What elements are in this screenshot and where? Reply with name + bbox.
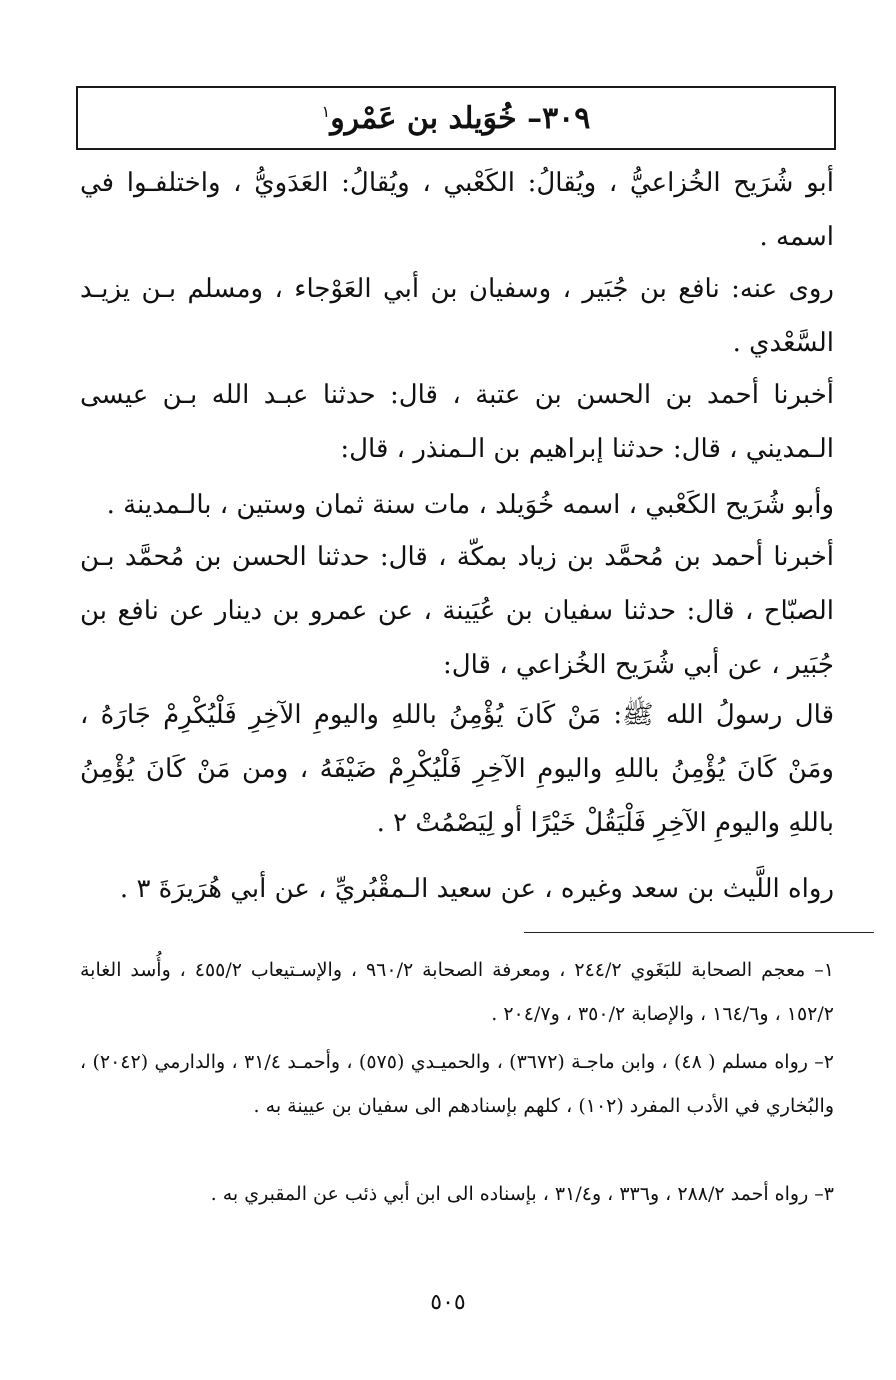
paragraph-isnad-2 <box>80 530 834 692</box>
paragraph-text: وأبو شُرَيح الكَعْبي ، اسمه خُوَيلد ، مات سنة ثمان وستين ، بالـمدينة . <box>106 490 834 520</box>
paragraph-text: أبو شُرَيح الخُزاعيُّ ، ويُقالُ: الكَعْبي ، ويُقالُ: العَدَويُّ ، واختلفـوا في اسمه . <box>80 168 834 252</box>
footnote-1 <box>80 948 834 1036</box>
paragraph-text: روى عنه: نافع بن جُبَير ، وسفيان بن أبي العَوْجاء ، ومسلم بـن يزيـد السَّعْدي . <box>80 274 834 358</box>
footnote-divider <box>524 932 874 933</box>
paragraph-narrators <box>80 262 834 370</box>
entry-heading-box <box>76 86 836 150</box>
paragraph-text: رواه اللَّيث بن سعد وغيره ، عن سعيد الـمقْبُريِّ ، عن أبي هُرَيرَةَ ٣ . <box>119 874 834 904</box>
footnote-2 <box>80 1040 834 1128</box>
heading-footnote-marker: ١ <box>321 101 331 121</box>
paragraph-hadith <box>80 688 834 850</box>
footnote-text: ٣– رواه أحمد ٢٨٨/٢ ، و٣٣٦ ، و٣١/٤ ، بإسناده الى ابن أبي ذئب عن المقبري به . <box>210 1183 834 1205</box>
page-number: ٥٠٥ <box>430 1290 466 1315</box>
paragraph-text: أخبرنا أحمد بن الحسن بن عتبة ، قال: حدثنا عبـد الله بـن عيسى الـمديني ، قال: حدثنا إبراهيم بن الـمنذر ، قال: <box>80 380 834 464</box>
paragraph-isnad-1 <box>80 368 834 476</box>
paragraph-death <box>80 478 834 532</box>
footnote-text: ١– معجم الصحابة للبَغَوي ٢٤٤/٢ ، ومعرفة الصحابة ٩٦٠/٢ ، والإسـتيعاب ٤٥٥/٢ ، وأُسد الغابة ١٥٢/٢ ، و١٦٤/٦ ، والإصابة ٣٥٠/٢ ، و٢٠٤/٧ . <box>80 959 834 1025</box>
paragraph-riwaya <box>80 862 834 916</box>
footnote-3 <box>80 1172 834 1216</box>
paragraph-text: قال رسولُ الله ﷺ: مَنْ كَانَ يُؤْمِنُ باللهِ واليومِ الآخِرِ فَلْيُكْرِمْ جَارَهُ ، ومَنْ كَانَ يُؤْمِنُ باللهِ واليومِ الآخِرِ فَلْيُكْرِمْ ضَيْفَهُ ، ومن مَنْ كَانَ يُؤْمِنُ باللهِ واليومِ الآخِرِ فَلْيَقُلْ خَيْرًا أو لِيَصْمُتْ ٢ . <box>80 700 834 838</box>
paragraph-text: أخبرنا أحمد بن مُحمَّد بن زياد بمكّة ، قال: حدثنا الحسن بن مُحمَّد بـن الصبّاح ، قال: حدثنا سفيان بن عُيَينة ، عن عمرو بن دينار عن نافع بن جُبَير ، عن أبي شُرَيح الخُزاعي ، قال: <box>80 542 834 680</box>
entry-heading <box>322 101 591 136</box>
footnote-text: ٢– رواه مسلم ( ٤٨) ، وابن ماجـة (٣٦٧٢) ، والحميـدي (٥٧٥) ، وأحمـد ٣١/٤ ، والدارمي (٢٠٤٢) ، والبُخاري في الأدب المفرد (١٠٢) ، كلهم بإسنادهم الى سفيان بن عيينة به . <box>80 1051 834 1117</box>
entry-heading-title: ٣٠٩– خُوَيلد بن عَمْرو <box>330 100 591 136</box>
paragraph-names <box>80 156 834 264</box>
